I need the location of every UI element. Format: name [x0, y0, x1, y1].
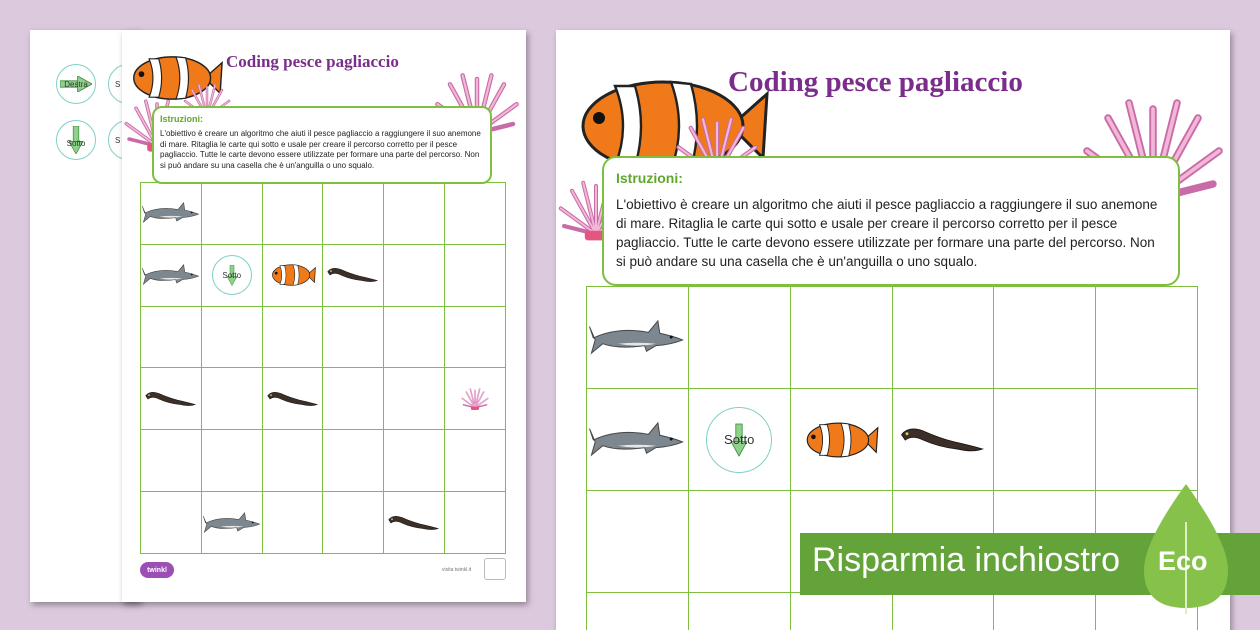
grid-cell: [689, 389, 791, 491]
shark-icon: [142, 264, 200, 287]
grid-cell: [689, 593, 791, 630]
grid-cell: [202, 245, 263, 307]
grid-cell: [263, 183, 324, 245]
grid-cell: [689, 287, 791, 389]
grid-cell: [263, 368, 324, 430]
eel-icon: [265, 388, 320, 410]
grid-cell: [202, 307, 263, 369]
grid-cell: [587, 389, 689, 491]
grid-cell: [384, 430, 445, 492]
grid-cell: [323, 307, 384, 369]
card-down-label: Sotto: [724, 432, 755, 447]
clownfish-icon: [802, 417, 880, 463]
grid-cell: [587, 491, 689, 593]
grid-cell: [445, 183, 506, 245]
grid-cell: [384, 368, 445, 430]
grid-cell: [893, 389, 995, 491]
grid-cell: [141, 430, 202, 492]
eel-icon: [143, 388, 198, 410]
card-down: [212, 255, 252, 295]
card-partial-label: S: [115, 135, 121, 145]
card-right-back: [56, 64, 96, 104]
middle-worksheet-page: [122, 30, 526, 602]
grid-cell: [1096, 287, 1198, 389]
eel-icon: [326, 264, 381, 286]
grid-cell: [323, 245, 384, 307]
card-down-back: [56, 120, 96, 160]
grid-cell: [791, 389, 893, 491]
footer-badge-icon: [484, 558, 506, 580]
grid-cell: [994, 389, 1096, 491]
grid-cell: [263, 492, 324, 554]
page-title: Coding pesce pagliaccio: [226, 52, 399, 71]
shark-icon: [589, 421, 685, 459]
grid-cell: [445, 307, 506, 369]
grid-cell: [323, 492, 384, 554]
eco-badge-text: Eco: [1158, 546, 1208, 576]
clownfish-icon: [269, 261, 316, 289]
grid-cell: [689, 491, 791, 593]
brand-logo: twinkl: [140, 562, 174, 578]
grid-cell: [141, 307, 202, 369]
instructions-box: [152, 106, 492, 184]
coding-grid: [140, 182, 506, 554]
shark-icon: [203, 511, 261, 534]
grid-cell: [202, 492, 263, 554]
grid-cell: [445, 368, 506, 430]
grid-cell: [323, 368, 384, 430]
grid-cell: [384, 307, 445, 369]
card-partial-label: S: [115, 79, 121, 89]
eel-icon: [897, 422, 989, 458]
grid-cell: [141, 492, 202, 554]
grid-cell: [994, 593, 1096, 630]
anemone-icon: [461, 387, 490, 411]
grid-cell: [445, 245, 506, 307]
grid-cell: [141, 368, 202, 430]
instructions-heading: Istruzioni:: [616, 170, 683, 186]
grid-cell: [445, 492, 506, 554]
grid-cell: [141, 183, 202, 245]
instructions-box: [602, 156, 1180, 286]
shark-icon: [589, 319, 685, 357]
eel-icon: [387, 512, 442, 534]
card-down: [706, 407, 772, 473]
grid-cell: [994, 287, 1096, 389]
grid-cell: [202, 183, 263, 245]
card-right-label: Destra: [64, 79, 88, 89]
grid-cell: [384, 492, 445, 554]
card-down-label: Sotto: [66, 139, 86, 148]
grid-cell: [323, 430, 384, 492]
instructions-text: L'obiettivo è creare un algoritmo che aiuti il pesce pagliaccio a raggiungere il suo anemone di mare. Ritaglia le carte qui sotto e usale per creare il percorso corretto per il pesce pagliaccio. Tutte le carte devono essere utilizzate per formare una parte del percorso. Non si può andare su una casella che è un'anguilla o uno squalo.: [616, 197, 1158, 269]
grid-cell: [893, 593, 995, 630]
grid-cell: [893, 287, 995, 389]
grid-cell: [263, 307, 324, 369]
grid-cell: [791, 287, 893, 389]
footer-url: visita twinkl.it: [442, 567, 472, 573]
grid-cell: [384, 183, 445, 245]
grid-cell: [141, 245, 202, 307]
page-title: Coding pesce pagliaccio: [728, 66, 1023, 98]
grid-cell: [323, 183, 384, 245]
eco-banner-text: Risparmia inchiostro: [812, 541, 1120, 579]
shark-icon: [142, 202, 200, 225]
grid-cell: [263, 245, 324, 307]
grid-cell: [587, 593, 689, 630]
grid-cell: [202, 430, 263, 492]
grid-cell: [1096, 389, 1198, 491]
grid-cell: [263, 430, 324, 492]
grid-cell: [384, 245, 445, 307]
grid-cell: [587, 287, 689, 389]
grid-cell: [202, 368, 263, 430]
card-down-label: Sotto: [222, 270, 242, 280]
instructions-heading: Istruzioni:: [160, 114, 203, 124]
grid-cell: [791, 593, 893, 630]
instructions-text: L'obiettivo è creare un algoritmo che aiuti il pesce pagliaccio a raggiungere il suo anemone di mare. Ritaglia le carte qui sotto e usale per creare il percorso corretto per il pesce pagliaccio. Tutte le carte devono essere utilizzate per formare una parte del percorso. Non si può andare su una casella che è un'anguilla o uno squalo.: [160, 129, 481, 170]
grid-cell: [445, 430, 506, 492]
